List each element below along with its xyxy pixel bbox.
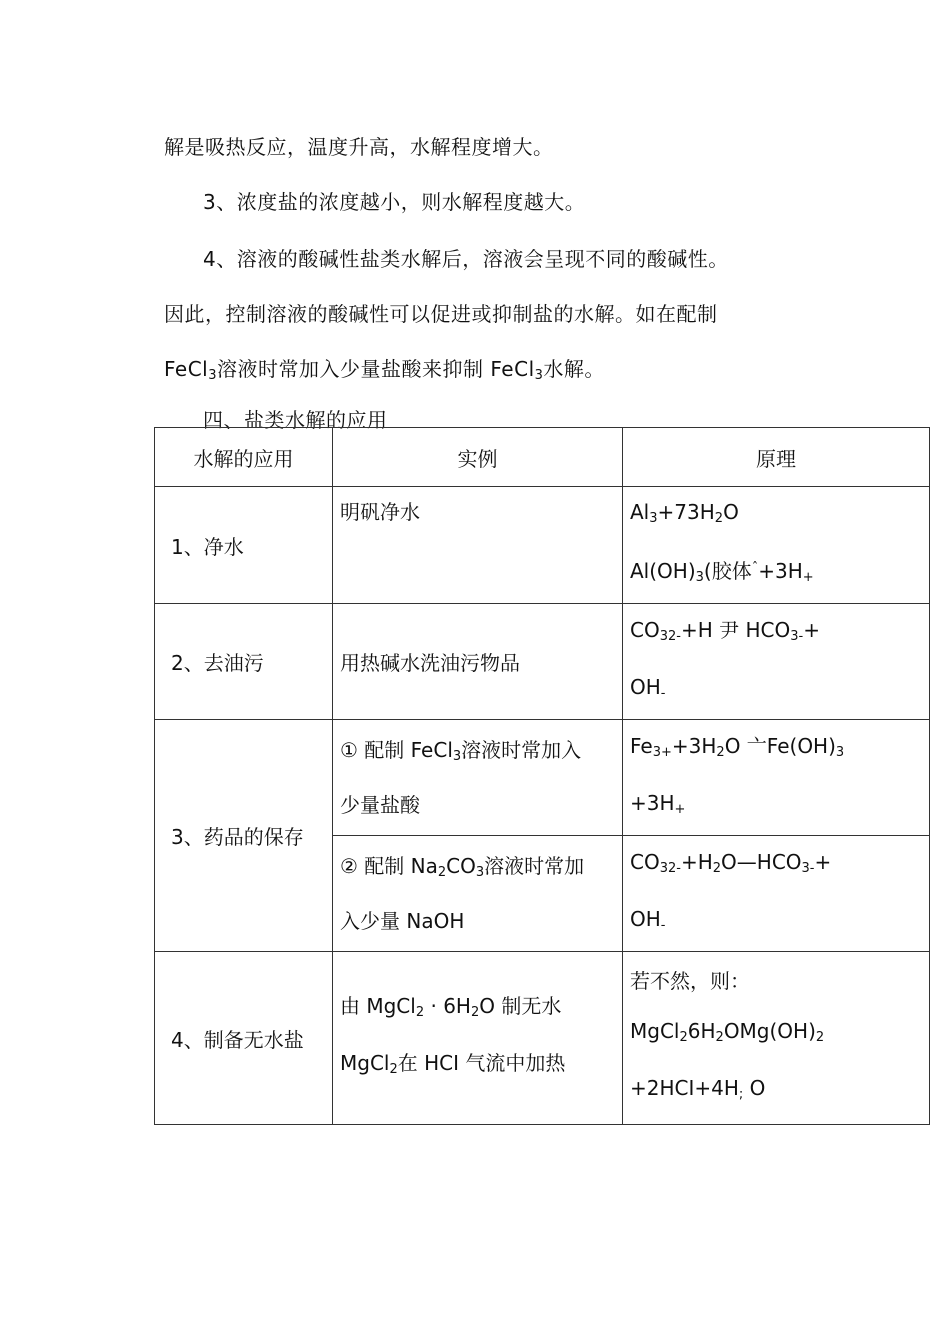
paragraph-line-5: FeCl$_3$溶液时常加入少量盐酸来抑制 FeCl$_3$水解。 (164, 357, 605, 383)
example-cell: 明矾净水 (333, 487, 623, 604)
paragraph-line-2: 3、浓度盐的浓度越小，则水解程度越大。 (203, 190, 586, 214)
section-title: 四、盐类水解的应用 (203, 408, 388, 432)
table-row (155, 720, 930, 836)
paragraph-line-4: 因此，控制溶液的酸碱性可以促进或抑制盐的水解。如在配制 (164, 302, 718, 326)
application-cell: 1、净水 (155, 487, 333, 604)
application-cell: 2、去油污 (155, 604, 333, 720)
principle-cell: $CO_{32-}+H_2O—HCO_{3-}+$ $OH_-$ (623, 836, 930, 952)
example-cell: 用热碱水洗油污物品 (333, 604, 623, 720)
header-example: 实例 (333, 428, 623, 487)
header-application: 水解的应用 (155, 428, 333, 487)
principle-cell: $Fe_{3+}+3H_2O$ 亠$Fe(OH)_3$ $+3H_+$ (623, 720, 930, 836)
example-cell: 由 MgCl$_2$ · $6H_2O$ 制无水 MgCl$_2$在 HCI 气流中加热 (333, 952, 623, 1125)
header-principle: 原理 (623, 428, 930, 487)
principle-cell: $CO_{32-}+H$ 尹 $HCO_{3-}+$ $OH_-$ (623, 604, 930, 720)
example-cell: ① 配制 FeCl$_3$溶液时常加入 少量盐酸 (333, 720, 623, 836)
paragraph-line-1: 解是吸热反应，温度升高，水解程度增大。 (164, 135, 554, 159)
application-cell: 4、制备无水盐 (155, 952, 333, 1125)
example-cell: ② 配制 $Na_2CO_3$溶液时常加 入少量 NaOH (333, 836, 623, 952)
application-cell: 3、药品的保存 (155, 720, 333, 952)
table-row (155, 604, 930, 720)
table-header-row (155, 428, 930, 487)
table-row (155, 487, 930, 604)
table-row (155, 952, 930, 1125)
hydrolysis-application-table (154, 427, 930, 1125)
principle-cell: $Al_3+73H_2O$ $Al(OH)_3$(胶体$^ˆ+3H_+$ (623, 487, 930, 604)
principle-cell: 若不然，则： $MgCl_26H_2OMg(OH)_2$ $+2HCI+4H_;$ O (623, 952, 930, 1125)
paragraph-line-3: 4、溶液的酸碱性盐类水解后，溶液会呈现不同的酸碱性。 (203, 247, 729, 271)
